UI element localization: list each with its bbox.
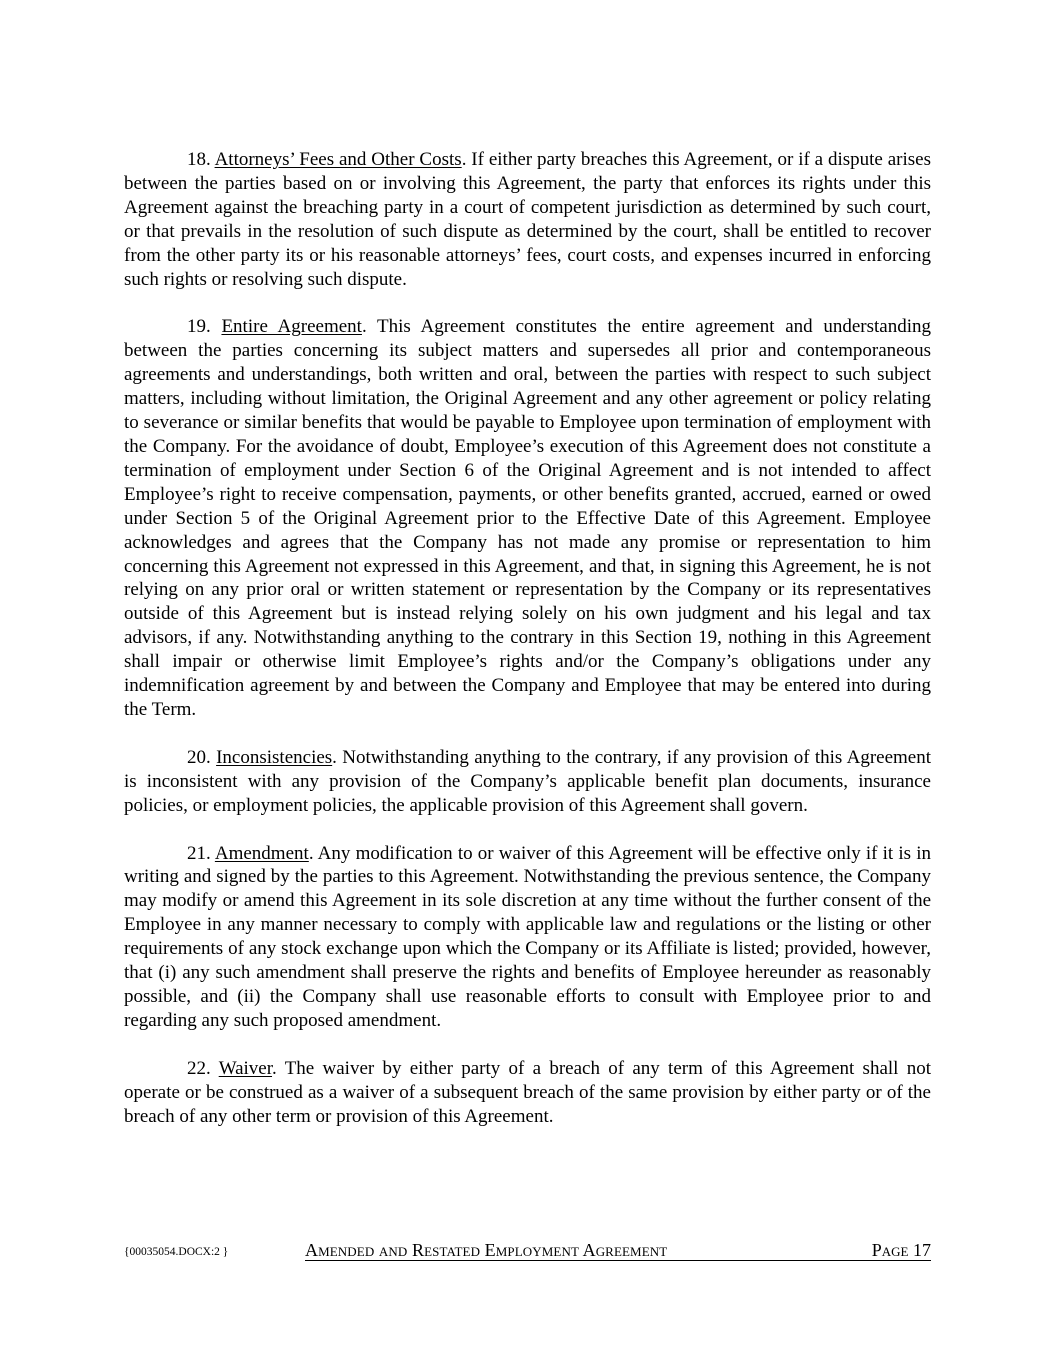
section-number: 19.: [187, 316, 211, 338]
footer-title: Amended and Restated Employment Agreement: [305, 1240, 668, 1260]
section-heading: Waiver: [218, 1057, 273, 1079]
section-heading: Inconsistencies: [216, 746, 333, 768]
section-body: . If either party breaches this Agreement, or if a dispute arises between the parties based on or involving this Agreement, the party that enforces its rights under this Agreement against the breaching party in a court of competent jurisdiction as determined by such court, or that prevails in the resolution of such dispute as determined by the court, shall be entitled to recover from the other party its or his reasonable attorneys’ fees, court costs, and expenses incurred in enforcing such rights or resolving such dispute.: [124, 149, 931, 290]
section-18: [124, 148, 931, 291]
section-20: [124, 746, 931, 818]
section-body: . This Agreement constitutes the entire agreement and understanding between the parties concerning its subject matters and supersedes all prior and contemporaneous agreements and understandings, both written and oral, between the parties with respect to such subject matters, including without limitation, the Original Agreement and any other agreement or policy relating to severance or similar benefits that would be payable to Employee upon termination of employment with the Company. For the avoidance of doubt, Employee’s execution of this Agreement does not constitute a termination of employment under Section 6 of the Original Agreement and is not intended to affect Employee’s right to receive compensation, payments, or other benefits granted, accrued, earned or owed under Section 5 of the Original Agreement prior to the Effective Date of this Agreement. Employee acknowledges and agrees that the Company has not made any promise or representation to him concerning this Agreement not expressed in this Agreement, and that, in signing this Agreement, he is not relying on any prior oral or written statement or representation by the Company or its representatives outside of this Agreement but is instead relying solely on his own judgment and his legal and tax advisors, if any. Notwithstanding anything to the contrary in this Section 19, nothing in this Agreement shall impair or otherwise limit Employee’s rights and/or the Company’s obligations under any indemnification agreement by and between the Company and Employee that may be entered into during the Term.: [124, 316, 931, 720]
section-body: . The waiver by either party of a breach of any term of this Agreement shall not operate or be construed as a waiver of a subsequent breach of the same provision by either party or of the breach of any other term or provision of this Agreement.: [124, 1057, 931, 1127]
section-heading: Amendment: [214, 842, 309, 864]
section-21: [124, 842, 931, 1033]
section-number: 18.: [187, 149, 211, 170]
section-number: 21.: [187, 842, 211, 864]
document-page: [124, 148, 931, 1153]
footer-page-number: Page 17: [871, 1240, 931, 1260]
page-footer: [124, 1240, 931, 1264]
section-number: 22.: [187, 1057, 211, 1079]
section-19: [124, 315, 931, 721]
section-body: . Any modification to or waiver of this Agreement will be effective only if it is in writing and signed by the parties to this Agreement. Notwithstanding the previous sentence, the Company may modify or amend this Agreement in its sole discretion at any time without the further consent of the Employee in any manner necessary to comply with applicable law and regulations or the listing or other requirements of any stock exchange upon which the Company or its Affiliate is listed; provided, however, that (i) any such amendment shall preserve the rights and benefits of Employee hereunder as reasonably possible, and (ii) the Company shall use reasonable efforts to consult with Employee prior to and regarding any such proposed amendment.: [124, 842, 931, 1031]
section-22: [124, 1057, 931, 1129]
section-body: . Notwithstanding anything to the contrary, if any provision of this Agreement is inconsistent with any provision of the Company’s applicable benefit plan documents, insurance policies, or employment policies, the applicable provision of this Agreement shall govern.: [124, 746, 932, 816]
section-number: 20.: [187, 746, 211, 768]
section-heading: Attorneys’ Fees and Other Costs: [214, 149, 462, 170]
footer-doc-id: {00035054.DOCX:2 }: [124, 1246, 229, 1258]
section-heading: Entire Agreement: [221, 316, 362, 338]
